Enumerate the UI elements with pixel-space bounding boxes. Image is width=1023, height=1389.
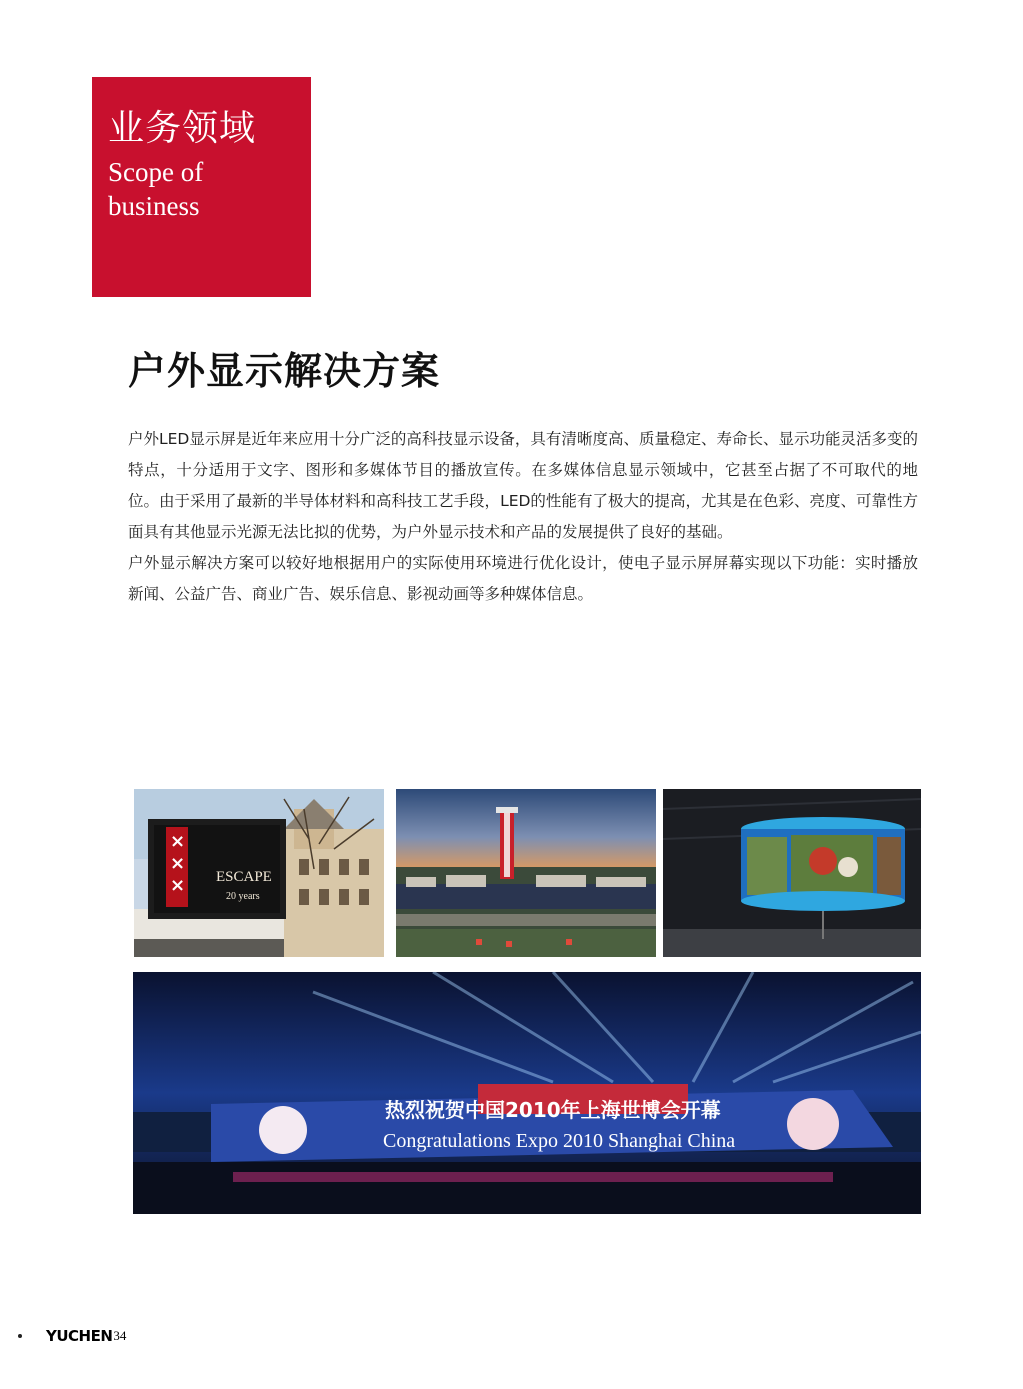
svg-text:×: × xyxy=(170,853,186,874)
billboard-subtext: 20 years xyxy=(226,891,260,902)
paragraph-2: 户外显示解决方案可以较好地根据用户的实际使用环境进行优化设计，使电子显示屏屏幕实现以下功能：实时播放新闻、公益广告、商业广告、娱乐信息、影视动画等多种媒体信息。 xyxy=(128,554,918,603)
section-title-zh: 业务领域 xyxy=(108,108,257,149)
page-number: 34 xyxy=(113,1328,127,1343)
billboard-headline: ESCAPE xyxy=(216,869,272,885)
body-text xyxy=(128,424,918,610)
expo-banner-line1: 热烈祝贺中国2010年上海世博会开幕 xyxy=(385,1098,721,1122)
footer-bullet xyxy=(18,1334,22,1338)
photo-expo-banner xyxy=(133,972,921,1214)
paragraph-1: 户外LED显示屏是近年来应用十分广泛的高科技显示设备，具有清晰度高、质量稳定、寿命长、显示功能灵活多变的特点，十分适用于文字、图形和多媒体节目的播放宣传。在多媒体信息显示领域中，它甚至占据了不可取代的地位。由于采用了最新的半导体材料和高科技工艺手段，LED的性能有了极大的提高，尤其是在色彩、亮度、可靠性方面具有其他显示光源无法比拟的优势，为户外显示技术和产品的发展提供了良好的基础。 xyxy=(128,430,918,541)
page-title: 户外显示解决方案 xyxy=(128,349,441,393)
page-footer xyxy=(18,1326,126,1346)
photo-racetrack-tower xyxy=(396,789,656,957)
expo-banner-line2: Congratulations Expo 2010 Shanghai China xyxy=(383,1130,736,1152)
svg-text:×: × xyxy=(170,875,186,896)
svg-text:×: × xyxy=(170,831,186,852)
footer-logo: YUCHEN xyxy=(46,1327,113,1345)
photo-outdoor-billboard xyxy=(134,789,384,957)
section-label-box xyxy=(92,77,311,297)
photo-arena-scoreboard xyxy=(663,789,921,957)
section-title-en: Scope of business xyxy=(108,157,204,221)
